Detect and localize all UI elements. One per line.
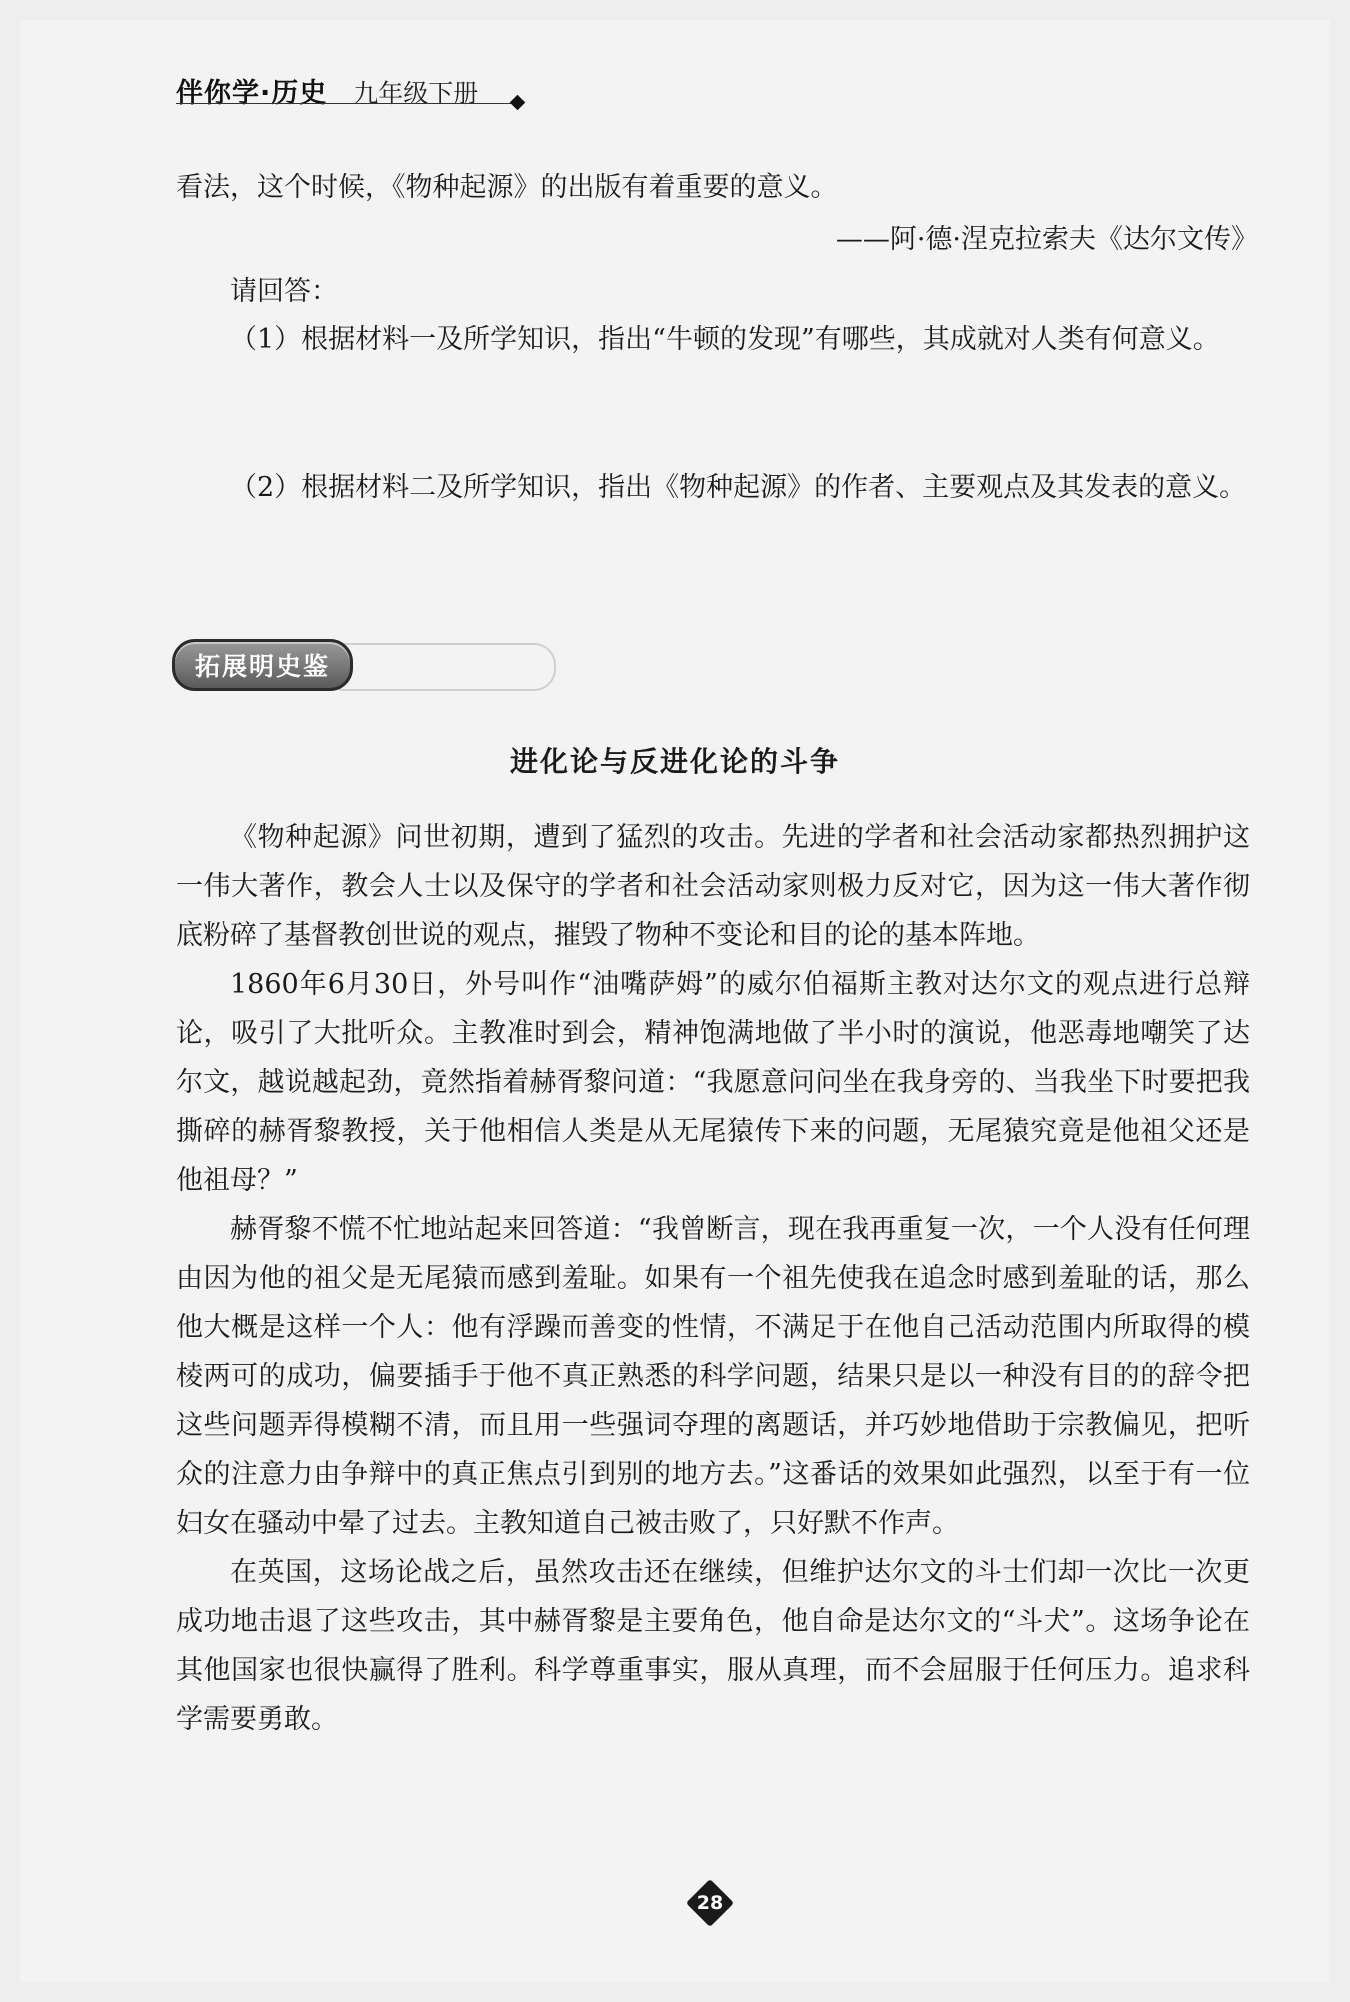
grade-label: 九年级下册 bbox=[353, 79, 479, 108]
series-title: 伴你学·历史 bbox=[176, 78, 328, 109]
article-paragraph: 赫胥黎不慌不忙地站起来回答道：“我曾断言，现在我再重复一次，一个人没有任何理由因为他的祖父是无尾猿而感到羞耻。如果有一个祖先使我在追念时感到羞耻的话，那么他大概是这样一个人：他有浮躁而善变的性情，不满足于在他自己活动范围内所取得的模棱两可的成功，偏要插手于他不真正熟悉的科学问题，结果只是以一种没有目的的辞令把这些问题弄得模糊不清，而且用一些强词夺理的离题话，并巧妙地借助于宗教偏见，把听众的注意力由争辩中的真正焦点引到别的地方去。”这番话的效果如此强烈，以至于有一位妇女在骚动中晕了过去。主教知道自己被击败了，只好默不作声。 bbox=[176, 1214, 1250, 1539]
article-paragraph: 《物种起源》问世初期，遭到了猛烈的攻击。先进的学者和社会活动家都热烈拥护这一伟大著作，教会人士以及保守的学者和社会活动家则极力反对它，因为这一伟大著作彻底粉碎了基督教创世说的观点，摧毁了物种不变论和目的论的基本阵地。 bbox=[176, 822, 1250, 951]
source-citation: ——阿·德·涅克拉索夫《达尔文传》 bbox=[835, 224, 1258, 255]
question-1: （1）根据材料一及所学知识，指出“牛顿的发现”有哪些，其成就对人类有何意义。 bbox=[230, 324, 1220, 355]
continuation-line: 看法，这个时候，《物种起源》的出版有着重要的意义。 bbox=[176, 172, 838, 203]
section-tag-label: 拓展明史鉴 bbox=[195, 652, 331, 681]
section-tag-pill bbox=[172, 639, 353, 691]
page-number-badge bbox=[687, 1880, 733, 1926]
answer-prompt: 请回答： bbox=[230, 276, 338, 307]
page-number: 28 bbox=[696, 1892, 724, 1914]
tag-trail bbox=[322, 643, 556, 691]
question-2: （2）根据材料二及所学知识，指出《物种起源》的作者、主要观点及其发表的意义。 bbox=[230, 472, 1247, 503]
article-paragraph: 在英国，这场论战之后，虽然攻击还在继续，但维护达尔文的斗士们却一次比一次更成功地击退了这些攻击，其中赫胥黎是主要角色，他自命是达尔文的“斗犬”。这场争论在其他国家也很快赢得了胜利。科学尊重事实，服从真理，而不会屈服于任何压力。追求科学需要勇敢。 bbox=[176, 1557, 1250, 1735]
section-tag bbox=[172, 637, 400, 693]
header-rule bbox=[176, 103, 518, 104]
article-title: 进化论与反进化论的斗争 bbox=[509, 745, 840, 778]
article-body bbox=[176, 813, 1250, 1744]
article-paragraph: 1860年6月30日，外号叫作“油嘴萨姆”的威尔伯福斯主教对达尔文的观点进行总辩论，吸引了大批听众。主教准时到会，精神饱满地做了半小时的演说，他恶毒地嘲笑了达尔文，越说越起劲，竟然指着赫胥黎问道：“我愿意问问坐在我身旁的、当我坐下时要把我撕碎的赫胥黎教授，关于他相信人类是从无尾猿传下来的问题，无尾猿究竟是他祖父还是他祖母？” bbox=[176, 969, 1250, 1196]
